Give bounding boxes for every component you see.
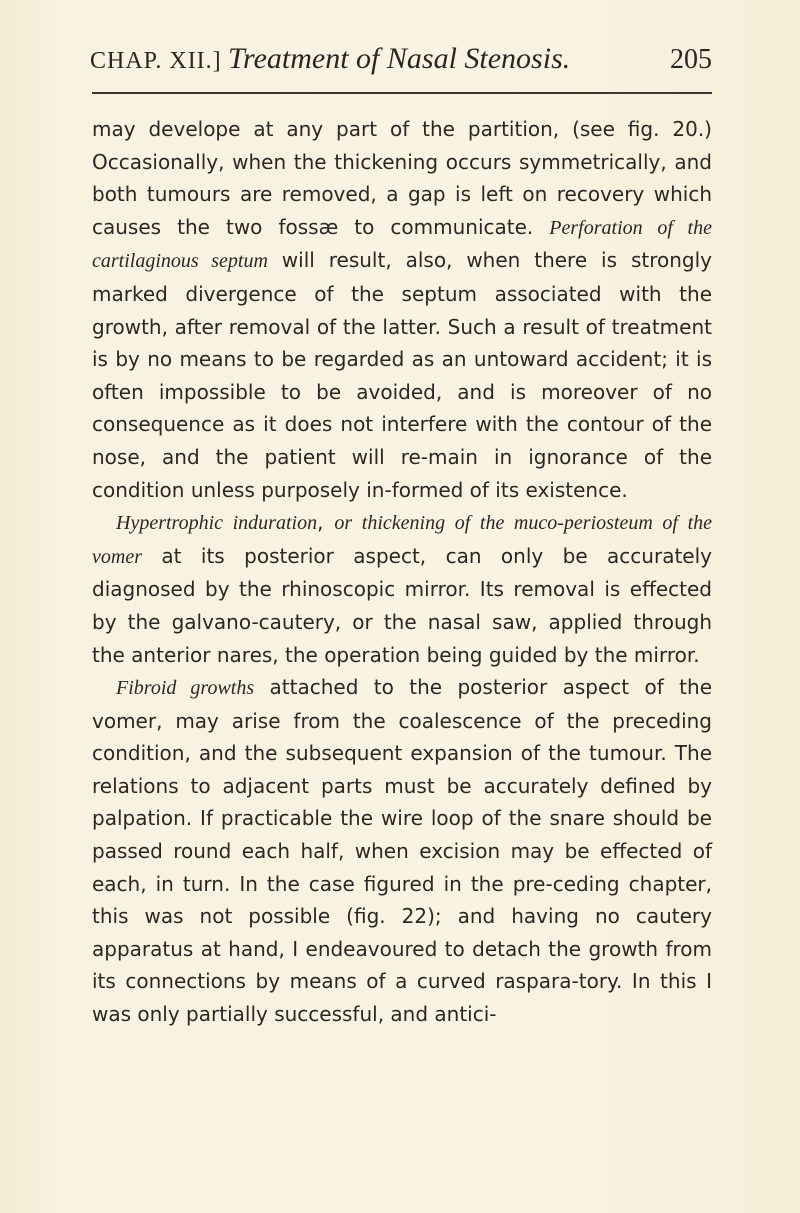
chapter-label: CHAP. XII.] — [90, 48, 222, 74]
text-run: at its posterior aspect, can only be accurately diagnosed by the rhinoscopic mirror. Its removal is effected by the galvano-cautery, or the nasal saw, applied through the anterior nares, the operation being guided by the mirror. — [92, 543, 712, 667]
text-run: attached to the posterior aspect of the vomer, may arise from the coalescence of the preceding condition, and the subsequent expansion of the tumour. The relations to adjacent parts must be accurately defined by palpation. If practicable the wire loop of the snare should be passed round each half, when excision may be effected of each, in turn. In the case figured in the pre-ceding chapter, this was not possible (fig. 22); and having no cautery apparatus at hand, I endeavoured to detach the growth from its connections by means of a curved raspara-tory. In this I was only partially successful, and antici- — [92, 675, 713, 1027]
body-text — [92, 113, 712, 1031]
running-header — [90, 40, 712, 80]
text-run: , — [317, 510, 335, 535]
paragraph — [92, 113, 712, 506]
paragraph — [92, 506, 712, 671]
running-title: Treatment of Nasal Stenosis. — [228, 42, 571, 75]
paragraph — [92, 671, 712, 1031]
italic-phrase: Hypertrophic induration — [116, 512, 318, 535]
header-rule — [92, 92, 712, 94]
italic-phrase: Perforation of the cartilaginous septum — [92, 216, 712, 273]
italic-phrase: Fibroid growths — [116, 677, 255, 700]
text-run: will result, also, when there is strongly marked divergence of the septum associated with the growth, after removal of the latter. Such a result of treatment is by no means to be regarded as an untoward accident; it is often impossible to be avoided, and is moreover of no consequence as it does not interfere with the contour of the nose, and the patient will re-main in ignorance of the condition unless purposely in-formed of its existence. — [92, 248, 712, 502]
text-run: may develope at any part of the partition, (see fig. 20.) Occasionally, when the thickening occurs symmetrically, and both tumours are removed, a gap is left on recovery which causes the two fossæ to communicate. — [92, 117, 712, 239]
page-number: 205 — [670, 44, 712, 75]
italic-phrase: or thickening of the muco-periosteum of the vomer — [92, 512, 712, 568]
